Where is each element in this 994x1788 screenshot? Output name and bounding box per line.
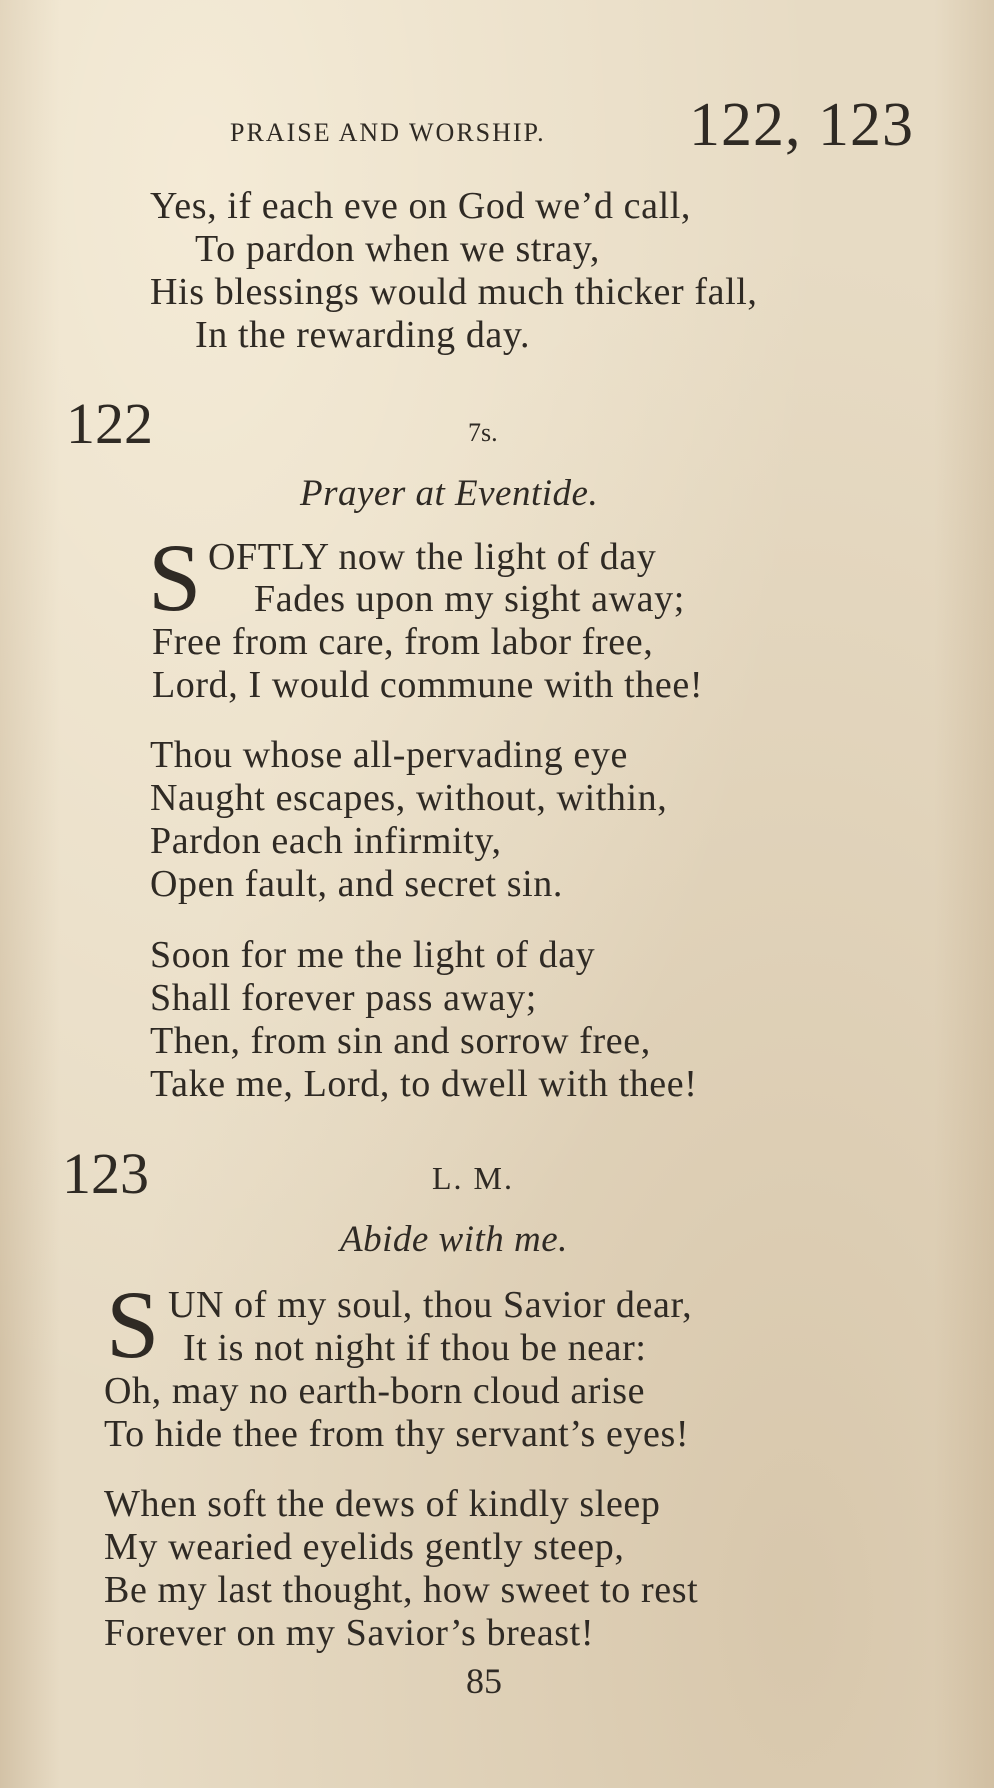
- verse-line: Yes, if each eve on God we’d call,: [150, 185, 691, 227]
- verse-line: Oh, may no earth-born cloud arise: [104, 1370, 646, 1412]
- drop-cap: S: [148, 524, 202, 631]
- verse-line: Free from care, from labor free,: [152, 621, 654, 663]
- verse-line: My wearied eyelids gently steep,: [104, 1526, 625, 1568]
- verse-line: Pardon each infirmity,: [150, 820, 502, 862]
- hymn-meter: 7s.: [468, 418, 498, 447]
- drop-cap: S: [106, 1271, 160, 1378]
- hymn-number: 122: [66, 391, 153, 456]
- verse-line: To pardon when we stray,: [195, 228, 600, 270]
- hymn-meter: L. M.: [432, 1160, 514, 1196]
- verse-line: Then, from sin and sorrow free,: [150, 1020, 651, 1062]
- verse-line: Fades upon my sight away;: [254, 578, 685, 620]
- page-number: 85: [466, 1661, 502, 1701]
- hymn-title: Abide with me.: [340, 1219, 568, 1260]
- verse-line: Naught escapes, without, within,: [150, 777, 668, 819]
- verse-line: His blessings would much thicker fall,: [150, 271, 758, 313]
- verse-line: Lord, I would commune with thee!: [152, 664, 704, 706]
- verse-line: Forever on my Savior’s breast!: [104, 1612, 595, 1654]
- verse-line: OFTLY now the light of day: [208, 536, 657, 578]
- verse-line: Soon for me the light of day: [150, 934, 596, 976]
- verse-line: In the rewarding day.: [195, 314, 531, 356]
- verse-line: Thou whose all-pervading eye: [150, 734, 628, 776]
- verse-line: It is not night if thou be near:: [183, 1327, 647, 1369]
- verse-line: UN of my soul, thou Savior dear,: [168, 1284, 693, 1326]
- verse-line: Take me, Lord, to dwell with thee!: [150, 1063, 698, 1105]
- hymn-title: Prayer at Eventide.: [300, 473, 599, 514]
- verse-line: When soft the dews of kindly sleep: [104, 1483, 661, 1525]
- hymn-number: 123: [62, 1141, 149, 1206]
- verse-line: Be my last thought, how sweet to rest: [104, 1569, 699, 1611]
- running-title: PRAISE AND WORSHIP.: [230, 118, 546, 147]
- verse-line: Open fault, and secret sin.: [150, 863, 563, 905]
- page-hymn-numbers: 122, 123: [689, 91, 914, 159]
- verse-line: To hide thee from thy servant’s eyes!: [104, 1413, 690, 1455]
- verse-line: Shall forever pass away;: [150, 977, 537, 1019]
